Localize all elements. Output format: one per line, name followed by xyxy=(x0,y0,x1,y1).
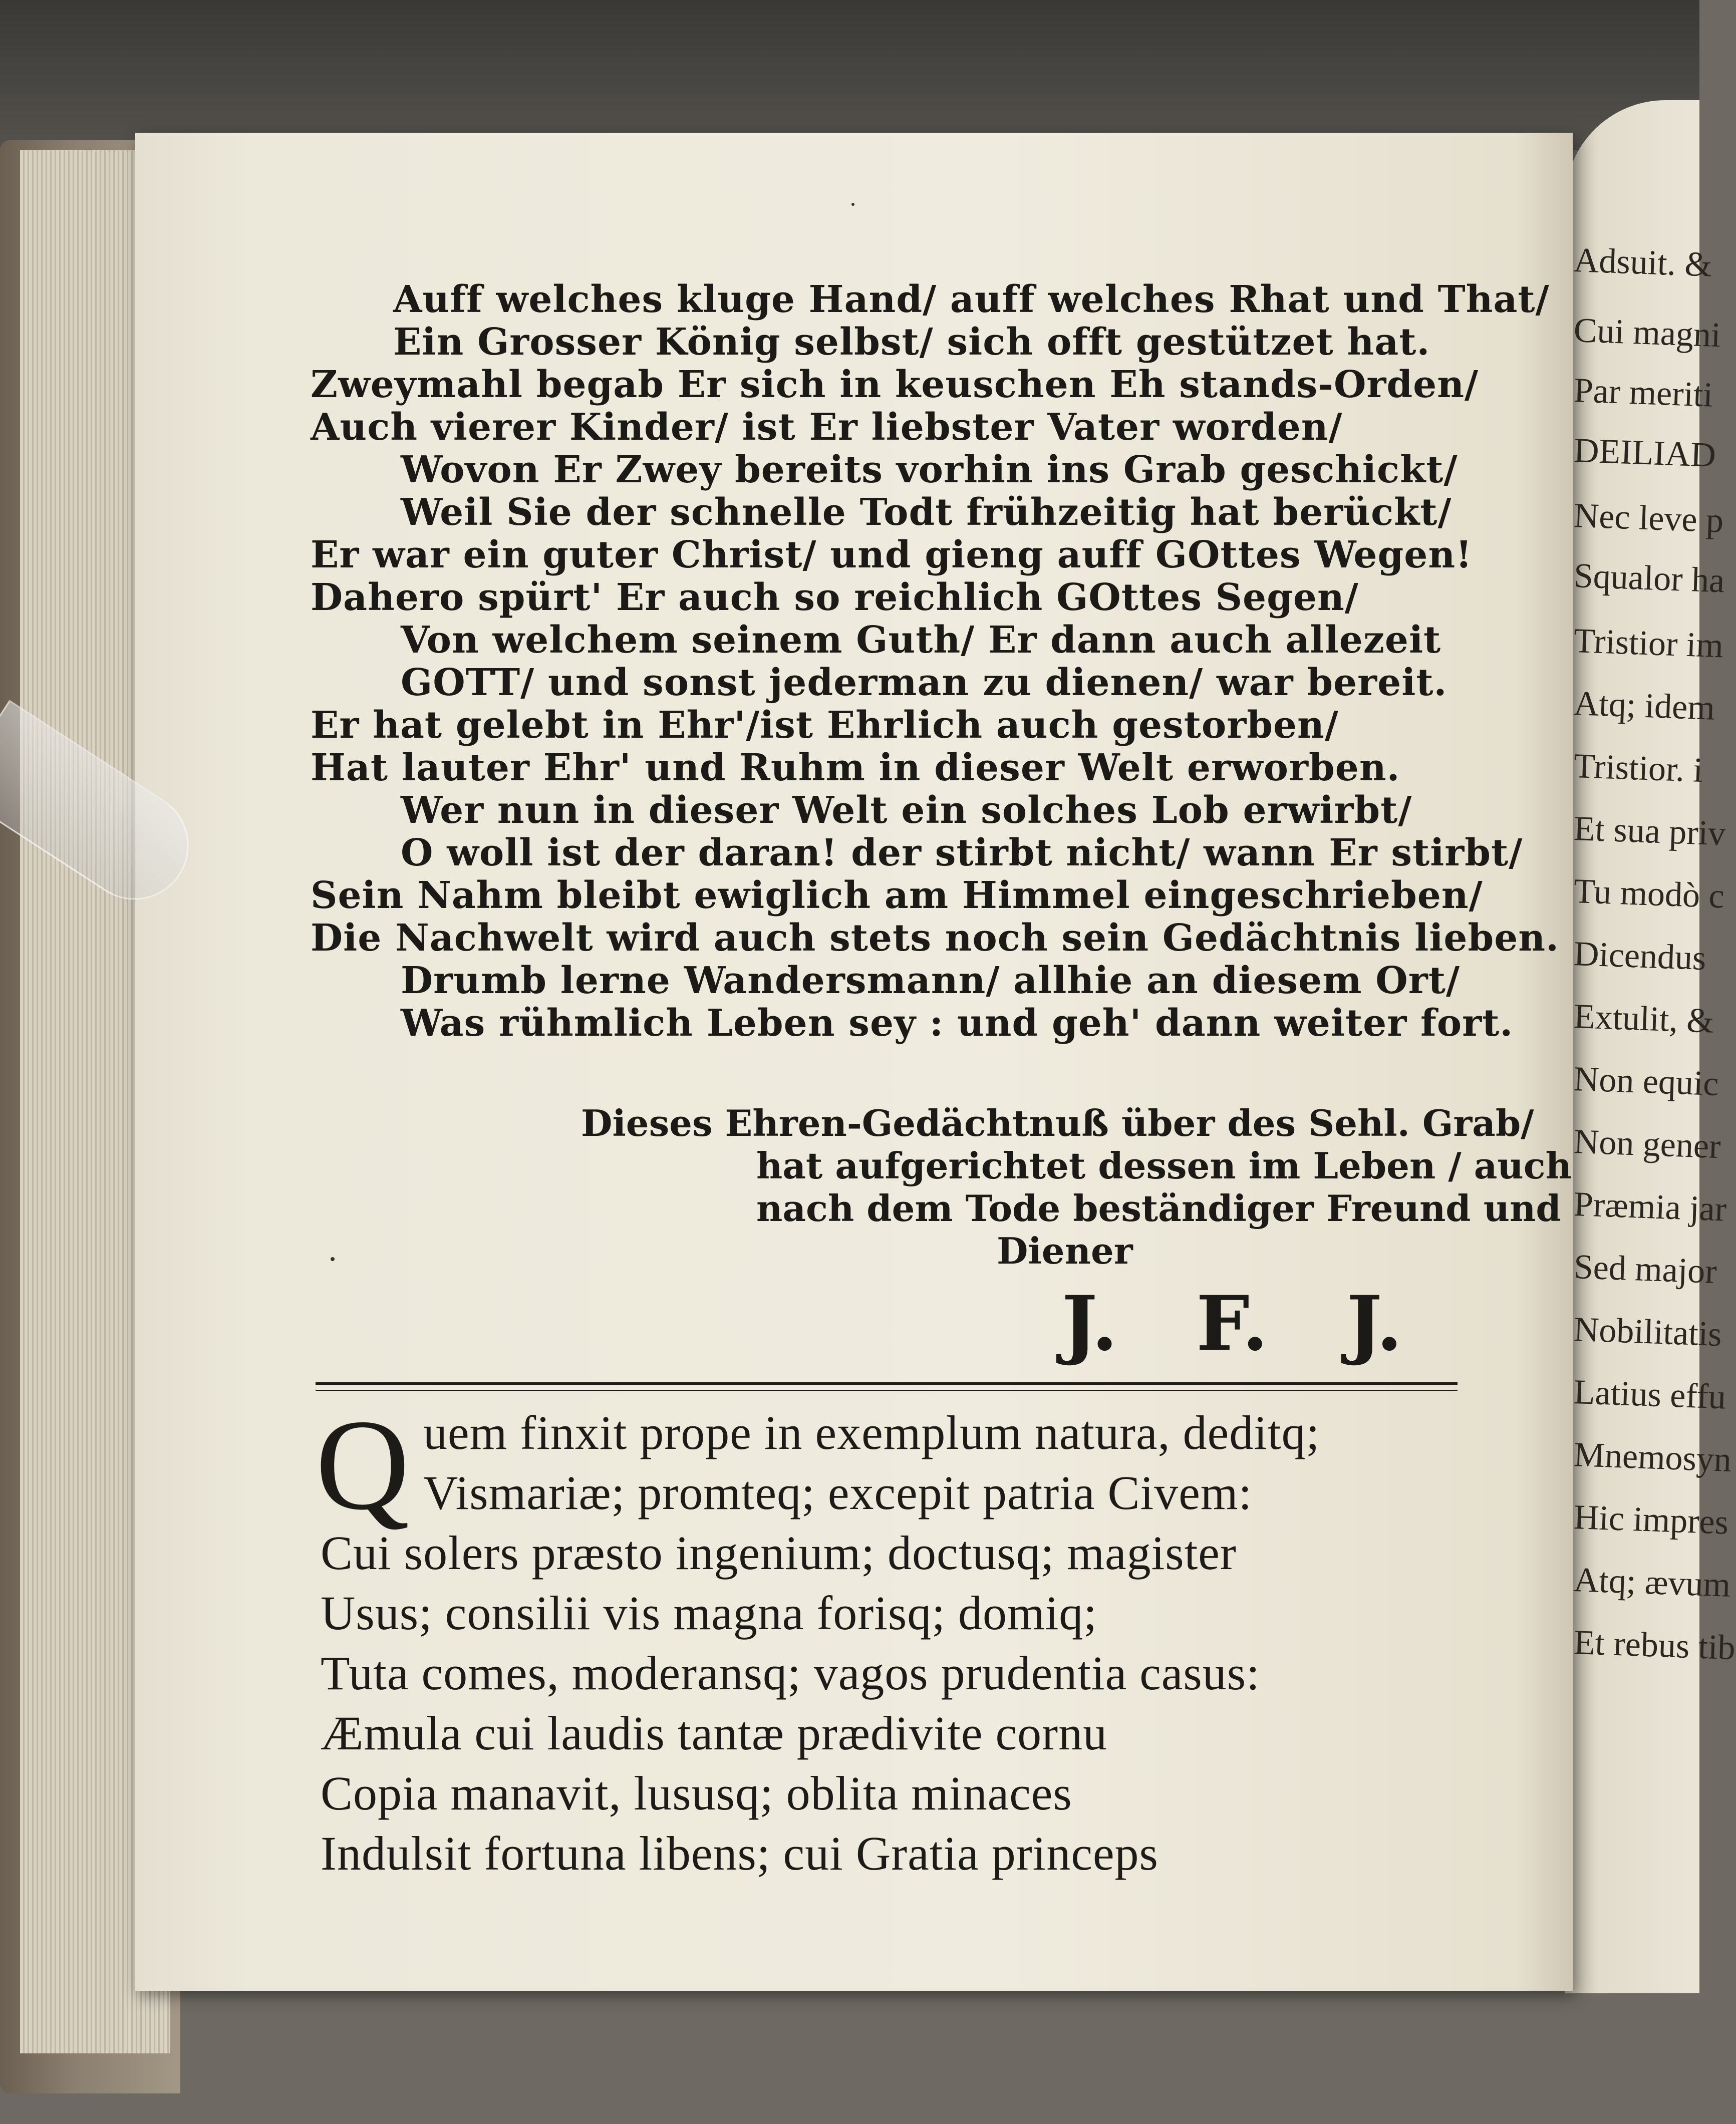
facing-line: Adsuit. & xyxy=(1573,241,1713,284)
german-line: Hat lauter Ehr' und Ruhm in dieser Welt erworben. xyxy=(311,746,1400,789)
facing-line: Tu modò c xyxy=(1573,872,1725,916)
background-top xyxy=(0,0,1699,150)
latin-line: Copia manavit, lususq; oblita minaces xyxy=(321,1766,1072,1820)
facing-line: DEILIAD xyxy=(1573,431,1716,475)
facing-line: Non gener xyxy=(1573,1122,1721,1166)
drop-cap: Q xyxy=(316,1393,410,1537)
german-line: O woll ist der daran! der stirbt nicht/ wann Er stirbt/ xyxy=(401,831,1523,874)
ink-speck xyxy=(851,203,854,206)
dedication-line: Dieses Ehren-Gedächtnuß über des Sehl. Grab/ xyxy=(581,1102,1534,1144)
latin-line: Æmula cui laudis tantæ prædivite cornu xyxy=(321,1706,1108,1760)
dedication-line: Diener xyxy=(997,1230,1133,1272)
german-line: Wer nun in dieser Welt ein solches Lob erwirbt/ xyxy=(401,789,1412,832)
german-line: Die Nachwelt wird auch stets noch sein Gedächtnis lieben. xyxy=(311,917,1559,960)
facing-line: Atq; idem xyxy=(1573,684,1716,728)
facing-line: Dicendus xyxy=(1573,935,1707,978)
german-line: GOTT/ und sonst jederman zu dienen/ war bereit. xyxy=(401,661,1448,704)
facing-page-text xyxy=(1568,0,1736,2124)
facing-line: Præmia jar xyxy=(1573,1185,1727,1229)
facing-line: Tristior. i xyxy=(1573,747,1704,790)
section-divider xyxy=(316,1382,1458,1385)
german-line: Von welchem seinem Guth/ Er dann auch allezeit xyxy=(401,619,1441,662)
german-line: Ein Grosser König selbst/ sich offt gestützet hat. xyxy=(393,321,1430,364)
facing-line: Et sua priv xyxy=(1573,809,1726,853)
signature-initials: J. F. J. xyxy=(1062,1280,1403,1368)
german-line: Dahero spürt' Er auch so reichlich GOttes Segen/ xyxy=(311,576,1359,619)
latin-line: uem finxit prope in exemplum natura, deditq; xyxy=(423,1406,1320,1459)
latin-line: Usus; consilii vis magna forisq; domiq; xyxy=(321,1586,1097,1640)
german-line: Drumb lerne Wandersmann/ allhie an diesem Ort/ xyxy=(401,959,1460,1002)
german-line: Er hat gelebt in Ehr'/ist Ehrlich auch gestorben/ xyxy=(311,704,1339,747)
latin-line: Vismariæ; promteq; excepit patria Civem: xyxy=(423,1466,1253,1520)
facing-line: Cui magni xyxy=(1573,311,1721,355)
facing-line: Nobilitatis xyxy=(1573,1310,1722,1354)
dedication-line: nach dem Tode beständiger Freund und xyxy=(756,1187,1561,1230)
german-line: Sein Nahm bleibt ewiglich am Himmel eingeschrieben/ xyxy=(311,874,1483,917)
german-line: Wovon Er Zwey bereits vorhin ins Grab geschickt/ xyxy=(401,448,1458,491)
german-line: Was rühmlich Leben sey : und geh' dann weiter fort. xyxy=(401,1002,1514,1045)
german-line: Auff welches kluge Hand/ auff welches Rhat und That/ xyxy=(393,278,1550,321)
german-line: Auch vierer Kinder/ ist Er liebster Vater worden/ xyxy=(311,406,1343,449)
latin-line: Indulsit fortuna libens; cui Gratia princeps xyxy=(321,1827,1159,1880)
latin-line: Tuta comes, moderansq; vagos prudentia casus: xyxy=(321,1646,1260,1700)
facing-line: Non equic xyxy=(1573,1060,1719,1104)
facing-line: Hic impres xyxy=(1573,1498,1729,1542)
latin-line: Cui solers præsto ingenium; doctusq; magister xyxy=(321,1526,1237,1580)
facing-line: Latius effu xyxy=(1573,1373,1727,1417)
facing-line: Nec leve p xyxy=(1573,496,1724,540)
facing-line: Squalor ha xyxy=(1573,556,1725,600)
ink-speck xyxy=(331,1257,335,1261)
facing-line: Mnemosyn xyxy=(1573,1435,1732,1479)
dedication-line: hat aufgerichtet dessen im Leben / auch xyxy=(756,1144,1572,1187)
facing-line: Et rebus tib xyxy=(1573,1623,1736,1668)
facing-line: Tristior im xyxy=(1573,622,1724,666)
facing-line: Sed major xyxy=(1573,1248,1717,1291)
facing-line: Extulit, & xyxy=(1573,997,1715,1041)
german-line: Weil Sie der schnelle Todt frühzeitig hat berückt/ xyxy=(401,491,1452,534)
section-divider-thin xyxy=(316,1390,1458,1391)
german-line: Er war ein guter Christ/ und gieng auff GOttes Wegen! xyxy=(311,533,1473,576)
facing-line: Par meriti xyxy=(1573,371,1714,415)
facing-line: Atq; ævum xyxy=(1573,1561,1731,1605)
book-page xyxy=(135,133,1573,1991)
german-line: Zweymahl begab Er sich in keuschen Eh stands-Orden/ xyxy=(311,363,1479,406)
